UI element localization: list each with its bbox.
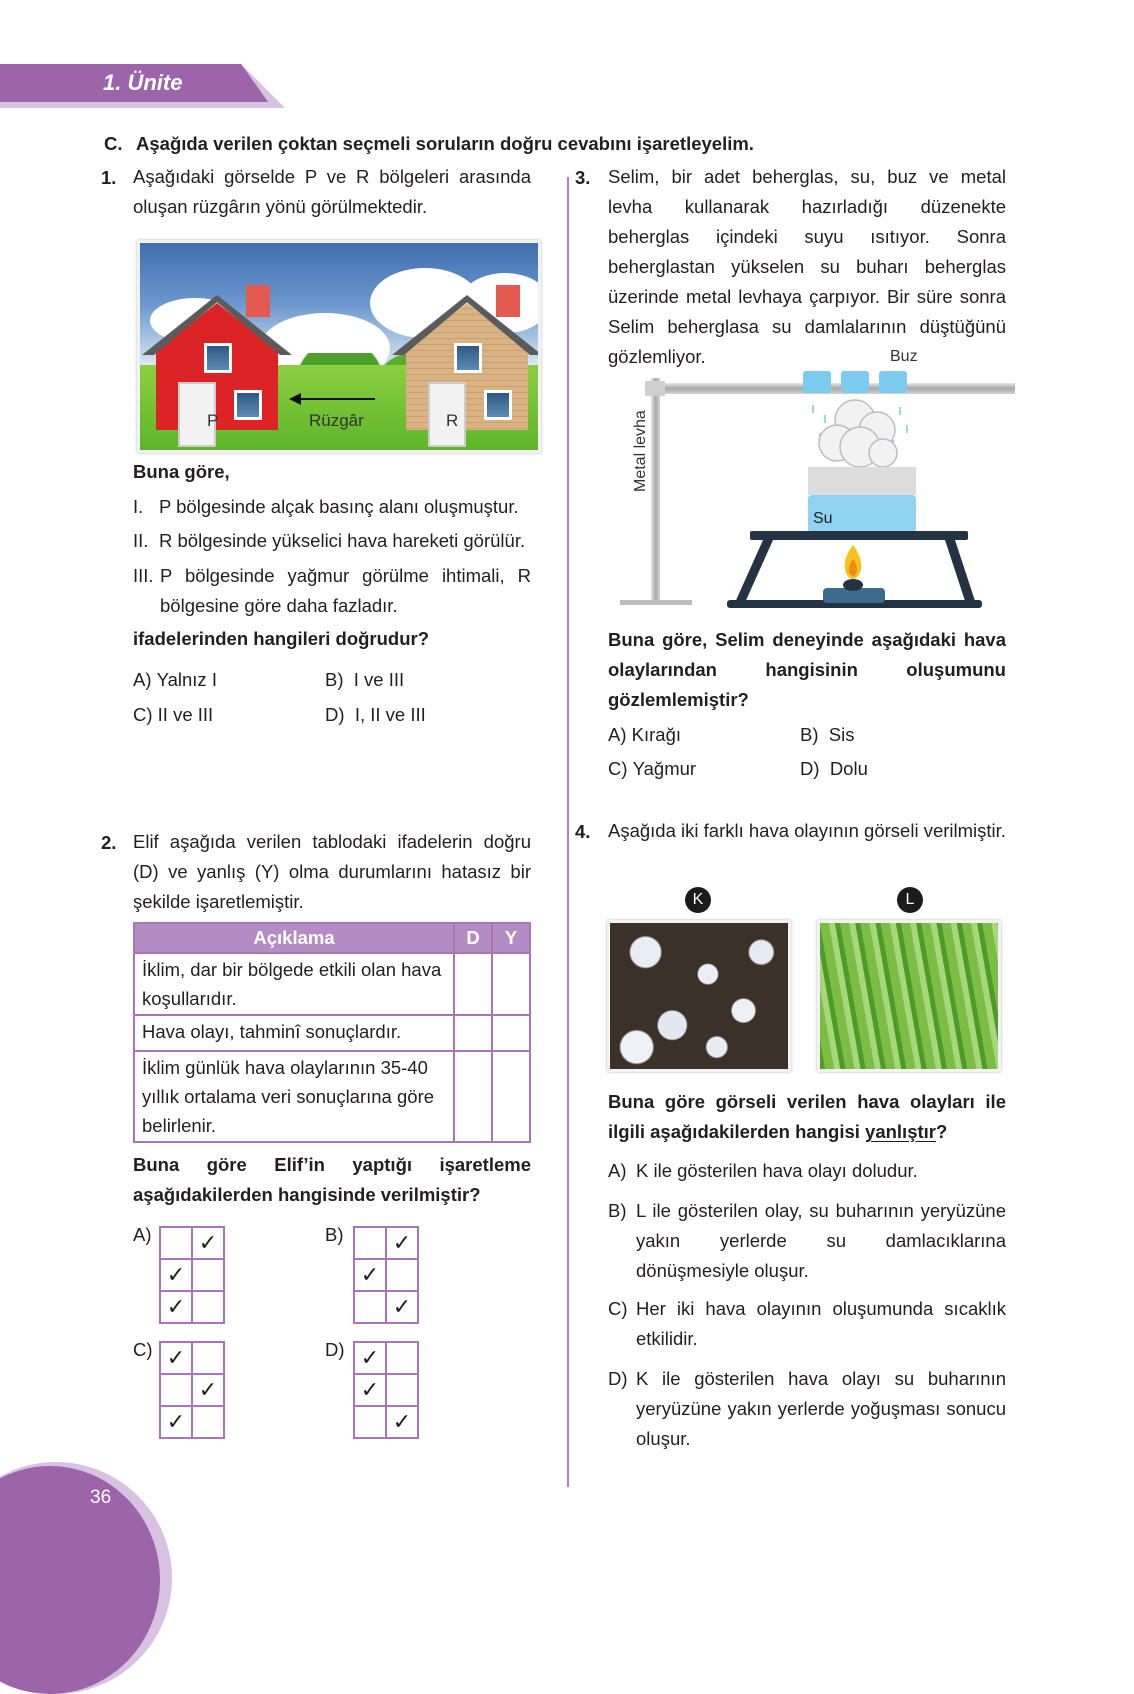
q4-option-b-key[interactable]: B) [608, 1200, 627, 1221]
dew-photo [817, 920, 1001, 1072]
table-cell-d [454, 1051, 492, 1142]
ice-label: Buz [890, 348, 918, 365]
question-emphasis: yanlıştır [865, 1121, 936, 1142]
option-text: Sis [828, 724, 855, 745]
q4-option-a-text[interactable]: K ile gösterilen hava olayı doludur. [636, 1160, 918, 1181]
section-letter: C. [104, 133, 123, 154]
table-header-description: Açıklama [134, 923, 454, 953]
q2-option-d-grid[interactable] [353, 1341, 419, 1439]
grid-cell [386, 1259, 418, 1291]
grid-cell [192, 1259, 224, 1291]
option-text: I ve III [353, 669, 405, 690]
statement-3-text: P bölgesinde yağmur görülme ihtimali, R bölgesine göre daha fazladır. [160, 565, 531, 616]
grid-cell: ✓ [386, 1291, 418, 1323]
option-key: B) [800, 724, 819, 745]
grid-cell [386, 1374, 418, 1406]
house-p-icon [142, 295, 292, 430]
q3-option-b[interactable] [800, 724, 854, 746]
q2-option-b-grid[interactable] [353, 1226, 419, 1324]
hail-photo [607, 920, 791, 1072]
statement-1-num: I. [133, 496, 144, 517]
statement-2-num: II. [133, 530, 149, 551]
grid-cell: ✓ [160, 1259, 192, 1291]
table-cell-y [492, 1051, 530, 1142]
question-4-question [608, 1087, 1006, 1147]
option-key: C) [133, 704, 153, 725]
table-cell-d [454, 953, 492, 1015]
table-cell-statement: İklim, dar bir bölgede etkili olan hava koşullarıdır. [134, 953, 454, 1015]
section-text: Aşağıda verilen çoktan seçmeli soruların doğru cevabını işaretleyelim. [136, 133, 754, 154]
water-label: Su [813, 510, 833, 527]
q3-option-c[interactable] [608, 758, 696, 780]
metal-plate-label: Metal levha [632, 410, 649, 492]
condensation-experiment-diagram [615, 345, 1015, 615]
grid-cell [192, 1406, 224, 1438]
wind-arrow-left-icon [295, 398, 375, 400]
option-text: Kırağı [631, 724, 681, 745]
statement-1-text: P bölgesinde alçak basınç alanı oluşmuştur. [159, 496, 519, 517]
statement-3-num: III. [133, 565, 154, 586]
grid-cell [386, 1342, 418, 1374]
option-key: D) [800, 758, 820, 779]
table-cell-y [492, 1015, 530, 1051]
house-r-icon [392, 295, 541, 430]
q1-option-d[interactable] [325, 704, 426, 726]
grid-cell: ✓ [354, 1259, 386, 1291]
table-row [134, 953, 530, 1015]
q4-option-a-key[interactable]: A) [608, 1160, 627, 1181]
window-icon [204, 343, 232, 373]
q4-option-b-text[interactable]: L ile gösterilen olay, su buharının yeryüzüne yakın yerlerde su damlacıklarına dönüşmesiyle oluşur. [636, 1200, 1006, 1281]
grid-cell: ✓ [160, 1406, 192, 1438]
option-key: B) [325, 669, 344, 690]
grid-cell: ✓ [354, 1374, 386, 1406]
q2-option-d-key[interactable]: D) [325, 1339, 345, 1360]
table-cell-statement: İklim günlük hava olaylarının 35-40 yıllık ortalama veri sonuçlarına göre belirlenir. [134, 1051, 454, 1142]
q2-option-c-key[interactable]: C) [133, 1339, 153, 1360]
question-mark: ? [935, 1121, 948, 1142]
unit-title: 1. Ünite [103, 70, 183, 95]
q1-option-c[interactable] [133, 704, 213, 726]
label-wind: Rüzgâr [309, 411, 364, 430]
window-icon [234, 390, 262, 420]
q3-option-a[interactable] [608, 724, 681, 746]
question-2-question: Buna göre Elif’in yaptığı işaretleme aşağıdakilerden hangisinde verilmiştir? [133, 1154, 531, 1205]
q2-option-b-key[interactable]: B) [325, 1224, 344, 1245]
chimney-icon [246, 285, 270, 317]
grid-cell [354, 1227, 386, 1259]
badge-l: L [897, 887, 923, 913]
question-3-stem: Selim, bir adet beherglas, su, buz ve metal levha kullanarak hazırladığı düzenekte beherglas içindeki suyu ısıtıyor. Sonra beherglastan yükselen su buharı beherglas üzerinde metal levhaya çarpıyor. Bir süre sonra Selim beherglasa su damlalarının düştüğünü gözlemliyor. [608, 166, 1006, 367]
option-text: Dolu [829, 758, 868, 779]
table-row [134, 1015, 530, 1051]
grid-cell: ✓ [192, 1374, 224, 1406]
question-1-number: 1. [101, 167, 117, 188]
grid-cell [354, 1291, 386, 1323]
window-icon [484, 390, 512, 420]
q2-option-c-grid[interactable] [159, 1341, 225, 1439]
q1-option-a[interactable] [133, 669, 217, 691]
table-header-d: D [454, 923, 492, 953]
q4-option-d-key[interactable]: D) [608, 1368, 628, 1389]
grid-cell: ✓ [160, 1342, 192, 1374]
apparatus-icon [615, 345, 1015, 615]
option-key: D) [325, 704, 345, 725]
statement-2-text: R bölgesinde yükselici hava hareketi görülür. [159, 530, 526, 551]
q2-option-a-grid[interactable] [159, 1226, 225, 1324]
badge-k: K [685, 887, 711, 913]
option-text: Yalnız I [156, 669, 217, 690]
table-cell-d [454, 1015, 492, 1051]
grid-cell: ✓ [386, 1227, 418, 1259]
question-2-number: 2. [101, 832, 117, 853]
q3-option-d[interactable] [800, 758, 868, 780]
page-number-badge [0, 1462, 172, 1694]
q1-option-b[interactable] [325, 669, 404, 691]
option-key: A) [608, 724, 627, 745]
question-3-question: Buna göre, Selim deneyinde aşağıdaki hava olaylarından hangisinin oluşumunu gözlemlemiştir? [608, 629, 1006, 710]
q2-option-a-key[interactable]: A) [133, 1224, 152, 1245]
q4-option-c-text[interactable]: Her iki hava olayının oluşumunda sıcaklık etkilidir. [636, 1298, 1006, 1349]
grid-cell [160, 1227, 192, 1259]
grid-cell [354, 1406, 386, 1438]
grid-cell [192, 1291, 224, 1323]
true-false-table [133, 922, 531, 1143]
grid-cell [192, 1342, 224, 1374]
section-instruction [104, 133, 754, 155]
table-cell-y [492, 953, 530, 1015]
window-icon [454, 343, 482, 373]
option-key: C) [608, 758, 628, 779]
page-number: 36 [90, 1487, 112, 1508]
option-text: Yağmur [632, 758, 697, 779]
question-text: Buna göre görseli verilen hava olayları ile ilgili aşağıdakilerden hangisi [608, 1091, 1006, 1142]
label-p: P [207, 411, 219, 430]
option-key: A) [133, 669, 152, 690]
table-row [134, 1051, 530, 1142]
question-4-number: 4. [575, 821, 591, 842]
question-3-number: 3. [575, 167, 591, 188]
question-1-question: ifadelerinden hangileri doğrudur? [133, 628, 430, 649]
column-divider [567, 177, 569, 1487]
q4-option-d-text[interactable]: K ile gösterilen hava olayı su buharının yeryüzüne yakın yerlerde yoğuşması sonucu oluşur. [636, 1368, 1006, 1449]
chimney-icon [496, 285, 520, 317]
table-cell-statement: Hava olayı, tahminî sonuçlardır. [134, 1015, 454, 1051]
q4-option-c-key[interactable]: C) [608, 1298, 628, 1319]
grid-cell: ✓ [160, 1291, 192, 1323]
option-text: I, II ve III [354, 704, 426, 725]
question-2-stem: Elif aşağıda verilen tablodaki ifadelerin doğru (D) ve yanlış (Y) olma durumlarını hatasız bir şekilde işaretlemiştir. [133, 831, 531, 912]
unit-banner [0, 64, 285, 107]
question-1-stem: Aşağıdaki görselde P ve R bölgeleri arasında oluşan rüzgârın yönü görülmektedir. [133, 166, 531, 217]
grid-cell: ✓ [386, 1406, 418, 1438]
question-4-stem: Aşağıda iki farklı hava olayının görseli verilmiştir. [608, 820, 1006, 841]
option-text: II ve III [157, 704, 214, 725]
question-1-lead: Buna göre, [133, 461, 230, 482]
grid-cell: ✓ [192, 1227, 224, 1259]
grid-cell: ✓ [354, 1342, 386, 1374]
grid-cell [160, 1374, 192, 1406]
table-header-y: Y [492, 923, 530, 953]
label-r: R [446, 411, 459, 430]
